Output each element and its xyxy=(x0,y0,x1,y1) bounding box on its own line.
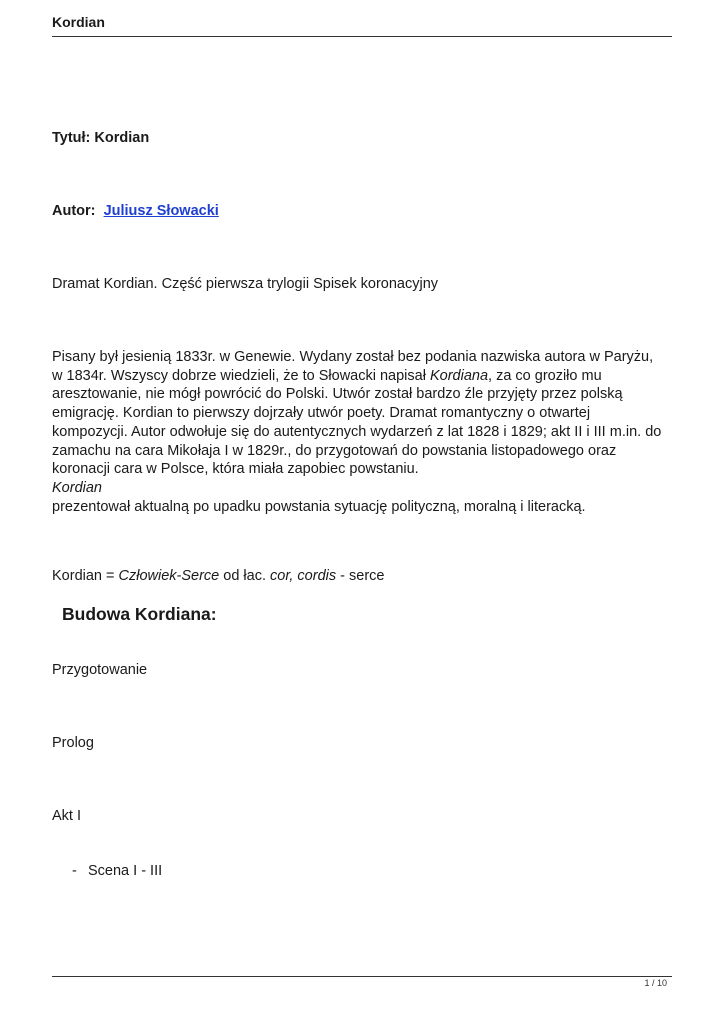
paragraph-line: koronacji cara w Polsce, która miała zapobiec powstaniu. xyxy=(52,461,419,478)
paragraph-text: w 1834r. Wszyscy dobrze wiedzieli, że to Słowacki napisał xyxy=(52,367,430,384)
author-label: Autor: xyxy=(52,203,96,219)
paragraph-line: Pisany był jesienią 1833r. w Genewie. Wydany został bez podania nazwiska autora w Paryżu, xyxy=(52,349,654,365)
intro-paragraph xyxy=(52,348,677,516)
paragraph-italic: Kordiana xyxy=(429,367,489,384)
page-number: 1 / 10 xyxy=(644,978,667,988)
etymology-text: od łac. xyxy=(219,568,271,584)
author-link[interactable]: Juliusz Słowacki xyxy=(103,203,219,219)
etymology-italic: Człowiek-Serce xyxy=(118,568,220,584)
list-item-text: Scena I - III xyxy=(88,863,163,879)
etymology-text: - serce xyxy=(336,568,385,584)
paragraph-line: zamachu na cara Mikołaja I w 1829r., do przygotowań do powstania listopadowego oraz xyxy=(52,442,617,459)
document-title: Tytuł: Kordian xyxy=(52,130,150,146)
section-heading: Budowa Kordiana: xyxy=(62,604,217,624)
paragraph-italic: Kordian xyxy=(52,479,102,496)
header-title: Kordian xyxy=(52,14,105,30)
paragraph-text: , za co groziło mu xyxy=(488,367,602,384)
structure-item: Prolog xyxy=(52,735,94,751)
structure-item: Przygotowanie xyxy=(52,662,148,678)
paragraph-line: prezentował aktualną po upadku powstania sytuację polityczną, moralną i literacką. xyxy=(52,498,586,515)
list-dash: - xyxy=(72,863,77,879)
etymology-italic: cor, cordis xyxy=(270,568,337,584)
paragraph-line xyxy=(52,367,677,386)
paragraph-line: aresztowanie, nie mógł powrócić do Polski. Utwór został bardzo źle przyjęty przez polską xyxy=(52,386,623,403)
author-line xyxy=(52,202,219,220)
etymology-text: Kordian = xyxy=(52,568,119,584)
footer-divider xyxy=(52,976,672,977)
etymology-line xyxy=(52,567,384,585)
paragraph-line: kompozycji. Autor odwołuje się do autentycznych wydarzeń z lat 1828 i 1829; akt II i III m.in. do xyxy=(52,423,662,440)
structure-item: Akt I xyxy=(52,808,82,824)
list-item xyxy=(72,862,162,880)
subtitle: Dramat Kordian. Część pierwsza trylogii Spisek koronacyjny xyxy=(52,276,439,292)
header-divider xyxy=(52,36,672,37)
paragraph-line xyxy=(52,479,677,498)
paragraph-line: emigrację. Kordian to pierwszy dojrzały utwór poety. Dramat romantyczny o otwartej xyxy=(52,405,591,422)
